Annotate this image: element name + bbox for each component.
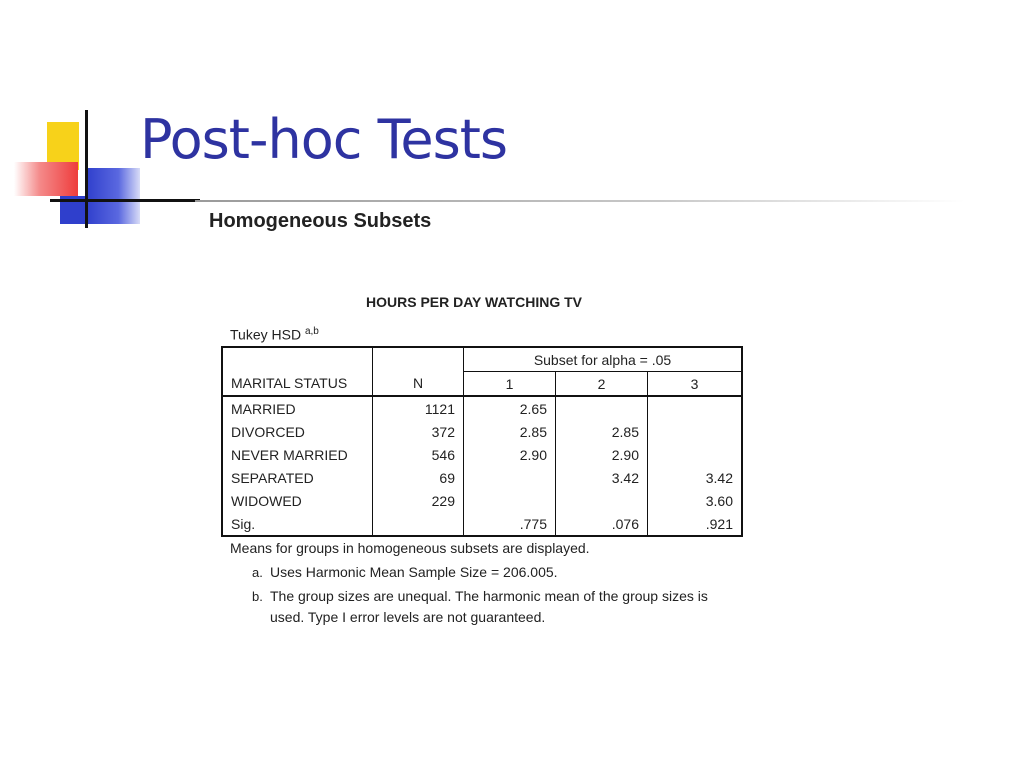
cell-subset-2: 3.42 bbox=[556, 466, 648, 489]
cell-subset-3: 3.42 bbox=[648, 466, 743, 489]
cell-subset-3: .921 bbox=[648, 512, 743, 536]
decoration-horizontal-line bbox=[50, 199, 200, 202]
cell-subset-1: 2.90 bbox=[464, 443, 556, 466]
method-superscript: a,b bbox=[304, 326, 319, 337]
cell-subset-3 bbox=[648, 443, 743, 466]
table-row bbox=[222, 443, 742, 466]
cell-n: 229 bbox=[373, 489, 464, 512]
table-row bbox=[222, 420, 742, 443]
header-row-top bbox=[222, 347, 742, 372]
table-title: HOURS PER DAY WATCHING TV bbox=[366, 294, 582, 310]
footnote-marker: a. bbox=[252, 565, 263, 580]
row-label: WIDOWED bbox=[231, 492, 302, 509]
header-row-bottom bbox=[222, 372, 742, 397]
cell-subset-1 bbox=[464, 489, 556, 512]
row-label: SEPARATED bbox=[231, 469, 314, 486]
section-heading: Homogeneous Subsets bbox=[209, 210, 432, 232]
cell-subset-2: 2.90 bbox=[556, 443, 648, 466]
homogeneous-subsets-table bbox=[221, 346, 743, 537]
cell-subset-3: 3.60 bbox=[648, 489, 743, 512]
cell-n: 546 bbox=[373, 443, 464, 466]
table-footnotes bbox=[230, 538, 710, 628]
footnote-text: The group sizes are unequal. The harmonic mean of the group sizes is used. Type I error levels are not guaranteed. bbox=[270, 588, 708, 625]
method-label bbox=[230, 326, 319, 343]
footnote-b bbox=[230, 586, 710, 628]
cell-subset-2 bbox=[556, 489, 648, 512]
empty-header-cell bbox=[222, 347, 373, 372]
subset-2-header: 2 bbox=[556, 372, 648, 397]
slide-title: Post-hoc Tests bbox=[140, 108, 508, 171]
cell-subset-2: .076 bbox=[556, 512, 648, 536]
cell-subset-3 bbox=[648, 420, 743, 443]
cell-subset-2: 2.85 bbox=[556, 420, 648, 443]
footnote-marker: b. bbox=[252, 589, 263, 604]
cell-n bbox=[373, 512, 464, 536]
cell-n: 1121 bbox=[373, 396, 464, 420]
subset-3-header: 3 bbox=[648, 372, 743, 397]
row-label: DIVORCED bbox=[231, 423, 305, 440]
cell-subset-1: 2.65 bbox=[464, 396, 556, 420]
row-label: MARRIED bbox=[231, 400, 296, 417]
table-row bbox=[222, 466, 742, 489]
method-name: Tukey HSD bbox=[230, 326, 302, 343]
decoration-vertical-line bbox=[85, 110, 88, 228]
empty-header-cell bbox=[373, 347, 464, 372]
cell-subset-1 bbox=[464, 466, 556, 489]
blue-gradient-bar bbox=[86, 168, 140, 224]
cell-subset-1: .775 bbox=[464, 512, 556, 536]
sig-row bbox=[222, 512, 742, 536]
cell-subset-3 bbox=[648, 396, 743, 420]
footnote-text: Uses Harmonic Mean Sample Size = 206.005. bbox=[270, 564, 558, 580]
title-divider bbox=[195, 200, 965, 202]
footnote-main: Means for groups in homogeneous subsets are displayed. bbox=[230, 540, 590, 556]
table-row bbox=[222, 489, 742, 512]
subset-1-header: 1 bbox=[464, 372, 556, 397]
cell-n: 69 bbox=[373, 466, 464, 489]
cell-subset-1: 2.85 bbox=[464, 420, 556, 443]
row-label: NEVER MARRIED bbox=[231, 446, 348, 463]
n-column-header: N bbox=[373, 372, 464, 397]
subset-caption: Subset for alpha = .05 bbox=[464, 347, 743, 372]
cell-subset-2 bbox=[556, 396, 648, 420]
group-column-header: MARITAL STATUS bbox=[222, 372, 373, 397]
table-row bbox=[222, 396, 742, 420]
red-gradient-bar bbox=[14, 162, 78, 196]
cell-n: 372 bbox=[373, 420, 464, 443]
row-label: Sig. bbox=[231, 515, 256, 532]
footnote-a bbox=[230, 562, 710, 583]
